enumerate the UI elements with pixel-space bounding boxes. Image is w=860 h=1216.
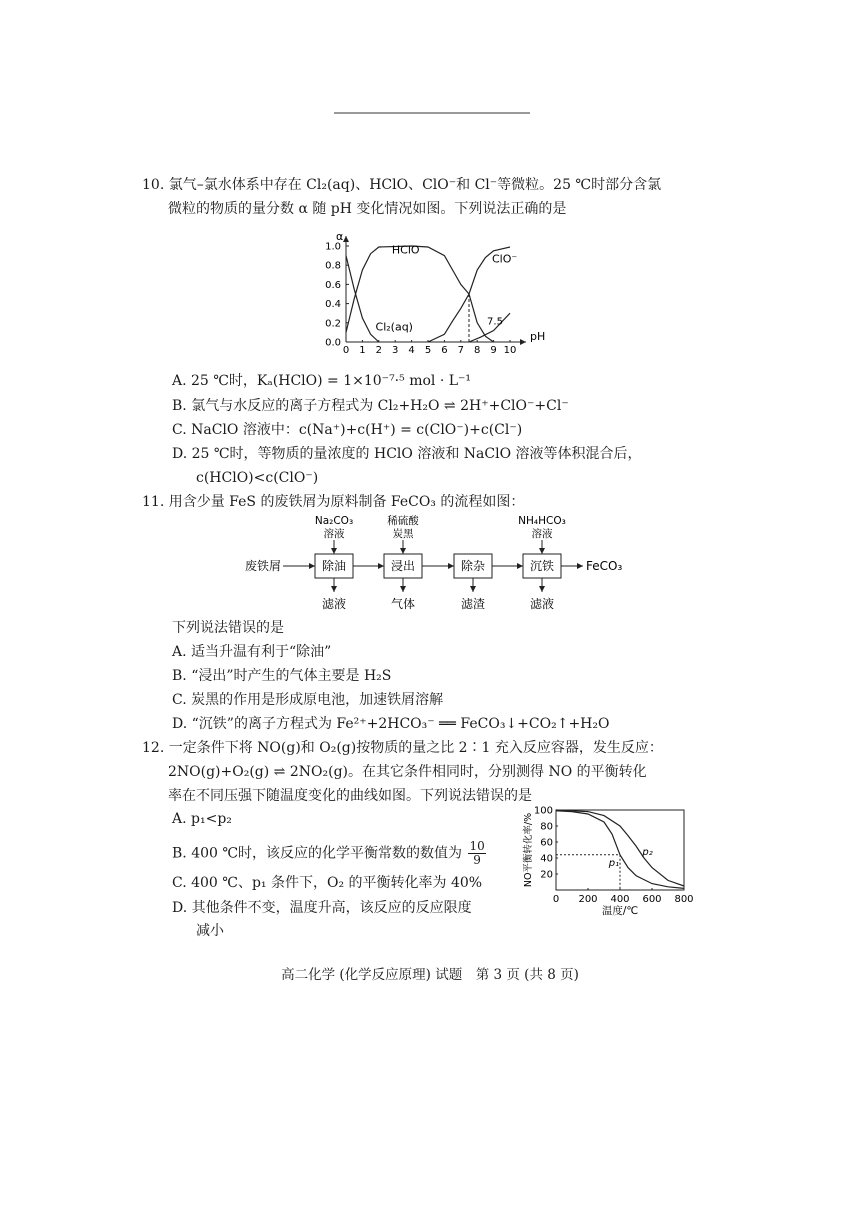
q11-option-b: B. “浸出”时产生的气体主要是 H₂S	[172, 668, 392, 684]
x-tick-label: 0	[552, 894, 560, 905]
q12-option-b-fraction	[468, 840, 485, 867]
q10-option-d-line2: c(HClO)<c(ClO⁻)	[196, 470, 319, 486]
flow-arrowhead	[309, 563, 315, 569]
q10-option-b: B. 氯气与水反应的离子方程式为 Cl₂+H₂O ⇌ 2H⁺+ClO⁻+Cl⁻	[172, 398, 569, 414]
flow-arrowhead	[331, 586, 337, 592]
flow-arrowhead	[400, 586, 406, 592]
q12-option-c: C. 400 ℃、p₁ 条件下，O₂ 的平衡转化率为 40%	[172, 875, 483, 891]
flow-outflow: 滤液	[529, 597, 555, 611]
x-tick-label: 3	[392, 345, 399, 356]
q11-flowchart	[245, 514, 635, 614]
x-tick-label: 2	[375, 345, 382, 356]
series-label-p1: p₁	[608, 858, 620, 869]
q12-option-d-line2: 减小	[196, 923, 224, 939]
y-tick-label: 0.6	[325, 279, 341, 291]
flow-arrowhead	[577, 563, 583, 569]
flow-output: FeCO₃	[586, 559, 623, 573]
q10-chart	[318, 230, 550, 360]
flow-arrowhead	[448, 563, 454, 569]
label-cl2: Cl₂(aq)	[375, 320, 413, 334]
series-line-1	[346, 243, 494, 342]
x-tick-label: 400	[610, 894, 630, 905]
x-tick-label: 10	[503, 345, 517, 356]
y-axis-label: NO平衡转化率/%	[523, 812, 534, 888]
series-label-p2: p₂	[642, 846, 653, 858]
flow-reagent: 稀硫酸	[387, 515, 419, 527]
flow-arrowhead	[470, 586, 476, 592]
page-footer: 高二化学 (化学反应原理) 试题 第 3 页 (共 8 页)	[281, 967, 579, 983]
flow-input: 废铁屑	[245, 559, 282, 573]
flow-arrowhead	[331, 548, 337, 554]
x-tick-label: 6	[441, 345, 448, 356]
header-rule	[334, 112, 530, 114]
flow-arrowhead	[517, 563, 523, 569]
q10-stem-line2: 微粒的物质的量分数 α 随 pH 变化情况如图。下列说法正确的是	[168, 201, 567, 217]
q11-stem: 11. 用含少量 FeS 的废铁屑为原料制备 FeCO₃ 的流程如图：	[142, 494, 525, 510]
y-tick-label: 80	[540, 821, 553, 833]
flow-reagent: 溶液	[323, 528, 345, 540]
y-tick-label: 0.4	[325, 299, 341, 311]
flow-outflow: 滤渣	[460, 597, 486, 611]
x-tick-label: 800	[674, 894, 694, 905]
q11-option-c: C. 炭黑的作用是形成原电池，加速铁屑溶解	[172, 692, 444, 708]
q12-option-a: A. p₁<p₂	[172, 811, 232, 827]
q12-stem-line3: 率在不同压强下随温度变化的曲线如图。下列说法错误的是	[168, 788, 532, 804]
y-tick-label: 100	[533, 805, 553, 817]
y-axis-label: α	[336, 230, 344, 243]
flow-box-label: 浸出	[390, 559, 416, 573]
q11-option-d: D. “沉铁”的离子方程式为 Fe²⁺+2HCO₃⁻ ══ FeCO₃↓+CO₂↑+H₂O	[172, 716, 610, 732]
fraction-denominator: 9	[473, 853, 481, 867]
q12-stem-line1: 12. 一定条件下将 NO(g)和 O₂(g)按物质的量之比 2∶1 充入反应容器，发生反应：	[142, 740, 663, 756]
x-tick-label: 1	[359, 345, 366, 356]
flow-reagent: 炭黑	[392, 528, 414, 540]
q10-option-c: C. NaClO 溶液中：c(Na⁺)+c(H⁺) = c(ClO⁻)+c(Cl⁻)	[172, 422, 523, 438]
q11-option-a: A. 适当升温有利于“除油”	[172, 644, 332, 660]
q11-question: 下列说法错误的是	[172, 620, 284, 636]
label-hclo: HClO	[391, 243, 420, 257]
q10-stem-line1: 10. 氯气–氯水体系中存在 Cl₂(aq)、HClO、ClO⁻和 Cl⁻等微粒。25 ℃时部分含氯	[142, 177, 662, 193]
flow-arrowhead	[378, 563, 384, 569]
flow-arrowhead	[400, 548, 406, 554]
q10-option-d-line1: D. 25 ℃时，等物质的量浓度的 HClO 溶液和 NaClO 溶液等体积混合后，	[172, 446, 642, 462]
x-tick-label: 5	[424, 345, 432, 356]
x-axis-label: 温度/℃	[601, 905, 639, 917]
label-7-5: 7.5	[487, 316, 503, 328]
x-tick-label: 600	[642, 894, 662, 905]
y-tick-label: 0.0	[325, 337, 341, 349]
x-tick-label: 7	[457, 345, 464, 356]
q12-option-b-text: B. 400 ℃时，该反应的化学平衡常数的数值为	[172, 845, 463, 862]
flow-arrowhead	[539, 586, 545, 592]
y-tick-label: 20	[540, 869, 553, 881]
q10-option-a: A. 25 ℃时，Kₐ(HClO) = 1×10⁻⁷·⁵ mol · L⁻¹	[172, 373, 472, 389]
flow-box-label: 除油	[321, 559, 347, 573]
x-tick-label: 8	[474, 345, 481, 356]
q12-chart	[520, 800, 700, 926]
flow-reagent: NH₄HCO₃	[518, 515, 566, 527]
flow-arrowhead	[539, 548, 545, 554]
q12-option-d-line1: D. 其他条件不变，温度升高，该反应的反应限度	[172, 900, 472, 916]
x-axis-label: pH	[530, 330, 546, 343]
y-tick-label: 1.0	[325, 241, 341, 253]
series-line-0	[346, 256, 379, 342]
x-tick-label: 4	[408, 345, 415, 356]
fraction-numerator: 10	[469, 839, 485, 853]
flow-outflow: 气体	[390, 597, 416, 611]
series-line-1	[556, 810, 684, 886]
x-tick-label: 0	[342, 345, 350, 356]
label-clo: ClO⁻	[491, 252, 518, 266]
flow-box-label: 除杂	[460, 559, 486, 573]
flow-reagent: Na₂CO₃	[314, 515, 354, 527]
y-tick-label: 0.8	[325, 260, 341, 272]
x-axis-arrow	[520, 339, 526, 345]
flow-reagent: 溶液	[531, 528, 553, 540]
x-tick-label: 9	[490, 345, 497, 356]
y-axis-arrow	[343, 236, 349, 242]
y-tick-label: 0.2	[325, 318, 341, 330]
x-tick-label: 200	[578, 894, 598, 905]
q12-stem-line2: 2NO(g)+O₂(g) ⇌ 2NO₂(g)。在其它条件相同时，分别测得 NO 的平衡转化	[168, 764, 647, 780]
y-tick-label: 40	[540, 853, 553, 865]
y-tick-label: 60	[540, 837, 553, 849]
q12-option-b	[172, 840, 486, 867]
flow-box-label: 沉铁	[529, 559, 555, 573]
flow-outflow: 滤液	[321, 597, 347, 611]
